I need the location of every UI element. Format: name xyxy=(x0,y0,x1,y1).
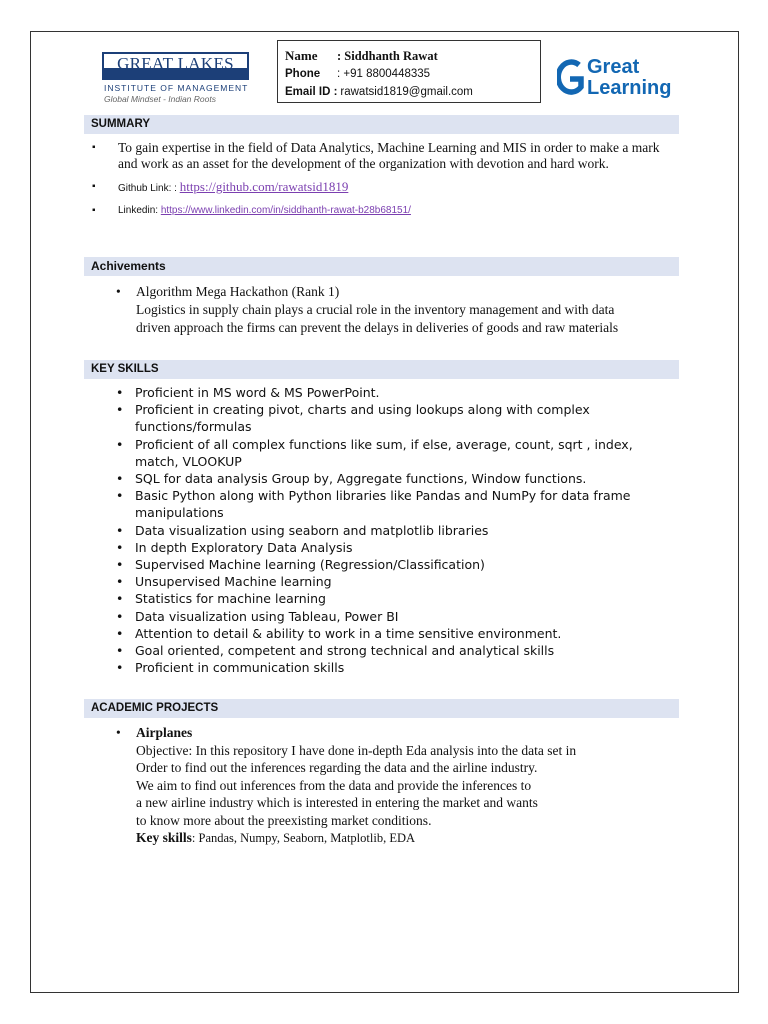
project-line: a new airline industry which is interested in entering the market and wants xyxy=(136,795,538,810)
skill-item: • Supervised Machine learning (Regression/Classification) xyxy=(116,557,485,573)
name-value: : Siddhanth Rawat xyxy=(337,49,438,63)
bullet-icon: • xyxy=(116,625,124,641)
project-line: We aim to find out inferences from the data and provide the inferences to xyxy=(136,777,532,793)
bullet-icon: • xyxy=(116,574,124,590)
skill-item: • Attention to detail & ability to work in a time sensitive environment. xyxy=(116,625,562,641)
skill-item: • Proficient in communication skills xyxy=(116,660,345,676)
github-label: Github Link: : xyxy=(118,183,177,194)
bullet-icon: • xyxy=(116,385,124,400)
key-skills-value: : Pandas, Numpy, Seaborn, Matplotlib, EDA xyxy=(191,831,416,845)
contact-name-row xyxy=(285,47,540,65)
contact-box xyxy=(277,40,541,103)
project-line: to know more about the preexisting market conditions. xyxy=(136,812,432,828)
skill-item: • Goal oriented, competent and strong technical and analytical skills xyxy=(116,643,555,659)
brand-line-2: Learning xyxy=(587,77,672,99)
phone-value: : +91 8800448335 xyxy=(337,68,431,80)
achievements-list xyxy=(116,283,686,337)
achievement-desc-line-1: Logistics in supply chain plays a crucial role in the inventory management and with data xyxy=(136,302,615,317)
summary-list xyxy=(92,140,682,218)
skill-item: • Basic Python along with Python libraries like Pandas and NumPy for data frame manipulations xyxy=(116,488,631,521)
name-label: Name xyxy=(285,48,318,63)
phone-label: Phone xyxy=(285,68,321,80)
skill-item: • Statistics for machine learning xyxy=(116,591,326,607)
skill-item: • Unsupervised Machine learning xyxy=(116,574,332,590)
contact-phone-row xyxy=(285,65,540,83)
skill-item: • In depth Exploratory Data Analysis xyxy=(116,539,353,555)
linkedin-label: Linkedin: xyxy=(118,205,159,216)
skill-item: • SQL for data analysis Group by, Aggregate functions, Window functions. xyxy=(116,471,587,487)
contact-email-row xyxy=(285,83,540,101)
email-value[interactable]: rawatsid1819@gmail.com xyxy=(340,86,473,98)
bullet-icon: • xyxy=(116,643,124,659)
bullet-icon: • xyxy=(116,591,124,607)
skill-item: • Proficient in creating pivot, charts and using lookups along with complex functions/formulas xyxy=(116,402,590,435)
key-skills-heading: KEY SKILLS xyxy=(84,360,679,379)
great-lakes-logo-box xyxy=(102,52,249,80)
bullet-icon: • xyxy=(116,402,124,418)
great-learning-g-icon xyxy=(557,59,585,99)
square-bullet-icon: ▪ xyxy=(92,142,96,153)
bullet-icon: • xyxy=(116,660,124,676)
linkedin-link-item xyxy=(92,204,682,218)
achievements-heading: Achivements xyxy=(84,257,679,276)
bullet-icon: • xyxy=(116,608,124,624)
bullet-icon: • xyxy=(116,539,124,555)
skill-item: • Data visualization using seaborn and matplotlib libraries xyxy=(116,522,489,538)
institute-tagline: Global Mindset - Indian Roots xyxy=(104,94,216,104)
bullet-icon: • xyxy=(116,436,124,452)
brand-line-1: Great xyxy=(587,56,640,78)
great-lakes-logo xyxy=(102,52,252,104)
great-learning-logo xyxy=(557,57,677,103)
key-skills-list xyxy=(116,384,676,676)
key-skills-label: Key skills xyxy=(136,830,192,845)
linkedin-link[interactable]: https://www.linkedin.com/in/siddhanth-rawat-b28b68151/ xyxy=(160,205,411,216)
bullet-icon: • xyxy=(116,522,124,538)
bullet-icon: • xyxy=(116,471,124,487)
project-line: Objective: In this repository I have done in-depth Eda analysis into the data set in xyxy=(136,742,577,758)
bullet-icon: • xyxy=(116,557,124,573)
skill-item: • Proficient of all complex functions like sum, if else, average, count, sqrt , index, match, VLOOKUP xyxy=(116,436,633,469)
bullet-icon: • xyxy=(116,488,124,504)
project-title: Airplanes xyxy=(136,725,193,740)
project-key-skills xyxy=(136,829,686,848)
skill-item: • Data visualization using Tableau, Power BI xyxy=(116,608,399,624)
project-item xyxy=(116,724,686,848)
institute-name: GREAT LAKES xyxy=(117,54,234,73)
achievement-item xyxy=(116,283,686,337)
academic-projects-heading: ACADEMIC PROJECTS xyxy=(84,699,679,718)
github-link-item xyxy=(92,180,682,196)
email-label: Email ID : xyxy=(285,86,338,98)
skill-item: • Proficient in MS word & MS PowerPoint. xyxy=(116,385,380,400)
square-bullet-icon: ▪ xyxy=(92,181,96,192)
bullet-icon: • xyxy=(116,725,121,740)
bullet-icon: • xyxy=(116,284,121,299)
project-line: Order to find out the inferences regarding the data and the airline industry. xyxy=(136,760,538,775)
institute-subtitle: INSTITUTE OF MANAGEMENT xyxy=(104,83,249,93)
square-bullet-icon: ▪ xyxy=(92,205,96,216)
achievement-desc-line-2: driven approach the firms can prevent the delays in deliveries of goods and raw materials xyxy=(136,320,619,335)
achievement-title: Algorithm Mega Hackathon (Rank 1) xyxy=(136,284,340,299)
summary-objective: ▪ To gain expertise in the field of Data Analytics, Machine Learning and MIS in order to make a mark and work as an asset for the development of the organization with devotion and hard work. xyxy=(92,140,660,171)
summary-heading: SUMMARY xyxy=(84,115,679,134)
github-link[interactable]: https://github.com/rawatsid1819 xyxy=(179,179,349,194)
